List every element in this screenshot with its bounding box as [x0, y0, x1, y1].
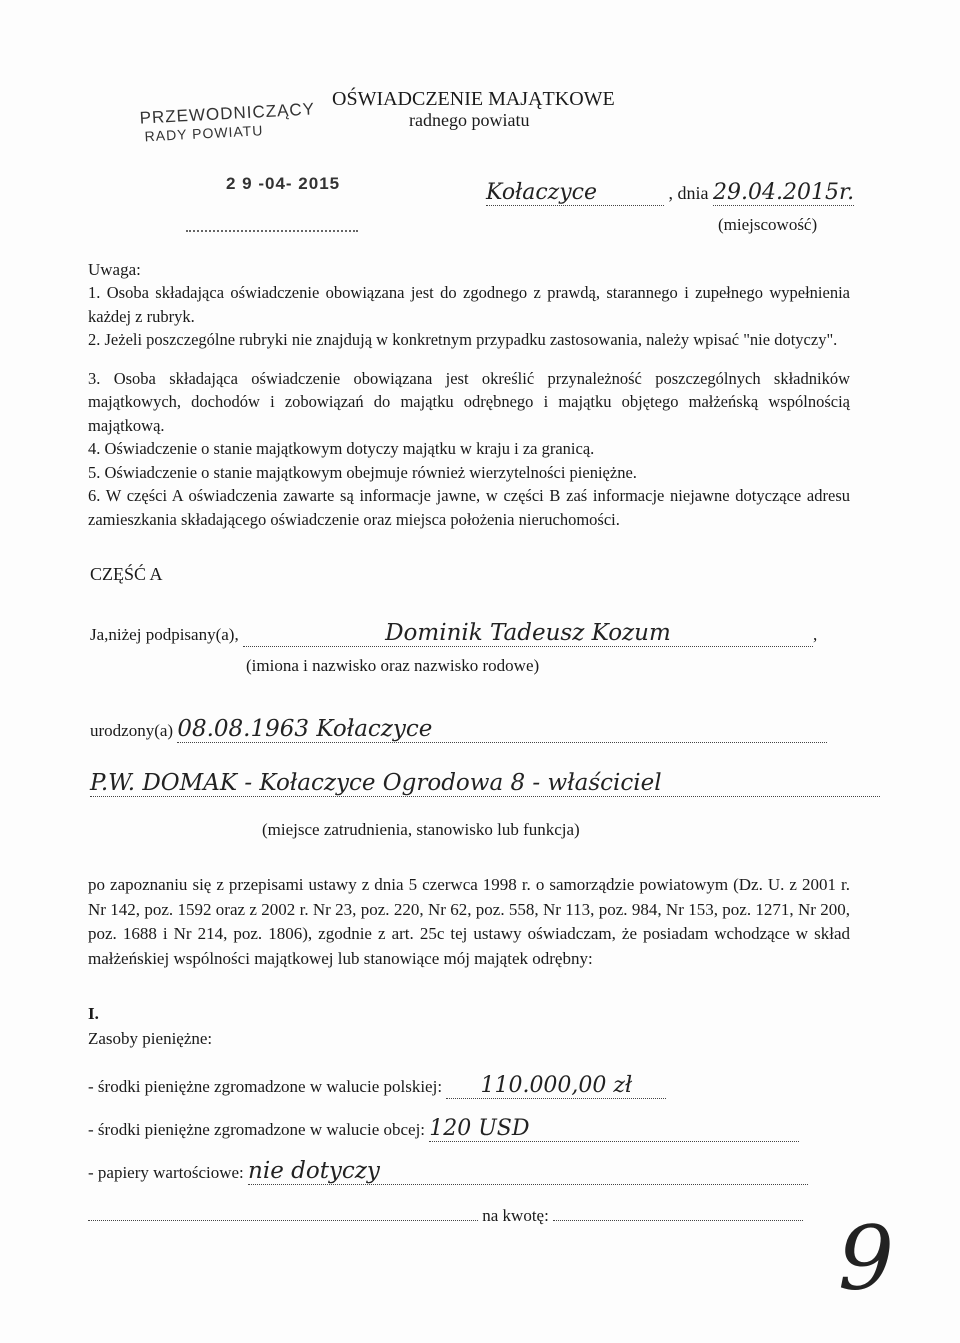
signer-label: Ja,niżej podpisany(a), — [90, 625, 239, 644]
section-1-heading: Zasoby pieniężne: — [88, 1029, 213, 1048]
note-item-1: 1. Osoba składająca oświadczenie obowiązana jest do zgodnego z prawdą, starannego i zupełnego wypełnienia każdej z rubryk. — [88, 283, 850, 326]
dnia-label: dnia — [677, 183, 709, 203]
part-a-heading: CZĘŚĆ A — [90, 564, 163, 584]
stamp-line-1: PRZEWODNICZĄCY — [139, 99, 316, 128]
note-item-5: 5. Oświadczenie o stanie majątkowym obejmuje również wierzytelności pieniężne. — [88, 462, 637, 482]
foreign-value-handwritten: 120 USD — [429, 1116, 799, 1142]
securities-line — [88, 1158, 808, 1185]
stamp-line-2: RADY POWIATU — [144, 122, 264, 145]
pln-label: - środki pieniężne zgromadzone w walucie polskiej: — [88, 1077, 443, 1096]
place-caption: (miejscowość) — [718, 215, 818, 234]
note-item-4: 4. Oświadczenie o stanie majątkowym dotyczy majątku w kraju i za granicą. — [88, 439, 595, 458]
document-title: OŚWIADCZENIE MAJĄTKOWE — [332, 88, 615, 110]
foreign-line — [88, 1116, 799, 1142]
note-item-6: 6. W części A oświadczenia zawarte są informacje jawne, w części B zaś informacje niejawne dotyczące adresu zamieszkania składającego oświadczenie oraz miejsca położenia nieruchomości. — [88, 486, 850, 529]
foreign-label: - środki pieniężne zgromadzone w walucie obcej: — [88, 1120, 426, 1139]
born-handwritten: 08.08.1963 Kołaczyce — [177, 716, 827, 743]
signer-caption: (imiona i nazwisko oraz nazwisko rodowe) — [246, 656, 540, 675]
notes-heading: Uwaga: — [88, 260, 141, 279]
amount-line — [88, 1206, 803, 1226]
page-mark-handwritten: 9 — [838, 1207, 894, 1310]
job-handwritten: P.W. DOMAK - Kołaczyce Ogrodowa 8 - właściciel — [90, 770, 880, 797]
job-line — [90, 770, 880, 797]
notes-list — [88, 281, 850, 531]
stamp-signature-line — [186, 230, 358, 232]
place-handwritten: Kołaczyce — [486, 180, 664, 206]
signer-name-handwritten: Dominik Tadeusz Kozum — [243, 620, 813, 647]
pln-value-handwritten: 110.000,00 zł — [446, 1073, 666, 1099]
official-stamp — [139, 99, 316, 144]
signer-line: Ja,niżej podpisany(a), Dominik Tadeusz Kozum , — [90, 620, 818, 646]
securities-value-handwritten: nie dotyczy — [248, 1158, 808, 1185]
amount-dots — [88, 1220, 478, 1221]
securities-label: - papiery wartościowe: — [88, 1163, 244, 1182]
amount-label: na kwotę: — [482, 1206, 549, 1225]
note-item-2: 2. Jeżeli poszczególne rubryki nie znajdują w konkretnym przypadku zastosowania, należy wpisać "nie dotyczy". — [88, 330, 838, 349]
pln-line — [88, 1073, 666, 1099]
stamp-date: 2 9 -04- 2015 — [226, 174, 341, 193]
job-caption: (miejsce zatrudnienia, stanowisko lub funkcja) — [262, 820, 580, 839]
place-date-line: Kołaczyce , dnia 29.04.2015r. — [486, 180, 855, 205]
note-item-3: 3. Osoba składająca oświadczenie obowiązana jest określić przynależność poszczególnych składników majątkowych, dochodów i zobowiązań do majątku odrębnego i majątku objętego małżeńską wspólnością majątkową. — [88, 368, 850, 435]
born-line — [90, 716, 827, 743]
legal-text: po zapoznaniu się z przepisami ustawy z dnia 5 czerwca 1998 r. o samorządzie powiatowym (Dz. U. z 2001 r. Nr 142, poz. 1592 oraz z 2002 r. Nr 23, poz. 220, Nr 62, poz. 558, Nr 113, poz. 984, Nr 153, poz. 1271, Nr 200, poz. 1688 i Nr 214, poz. 1806), zgodnie z art. 25c tej ustawy oświadczam, że posiadam wchodzące w skład małżeńskiej wspólności majątkowej lub stanowiące mój majątek odrębny: — [88, 875, 850, 968]
amount-value-blank — [553, 1220, 803, 1221]
date-handwritten: 29.04.2015r. — [713, 180, 855, 205]
document-subtitle: radnego powiatu — [409, 110, 530, 130]
born-label: urodzony(a) — [90, 721, 174, 740]
section-1-number: I. — [88, 1004, 99, 1023]
